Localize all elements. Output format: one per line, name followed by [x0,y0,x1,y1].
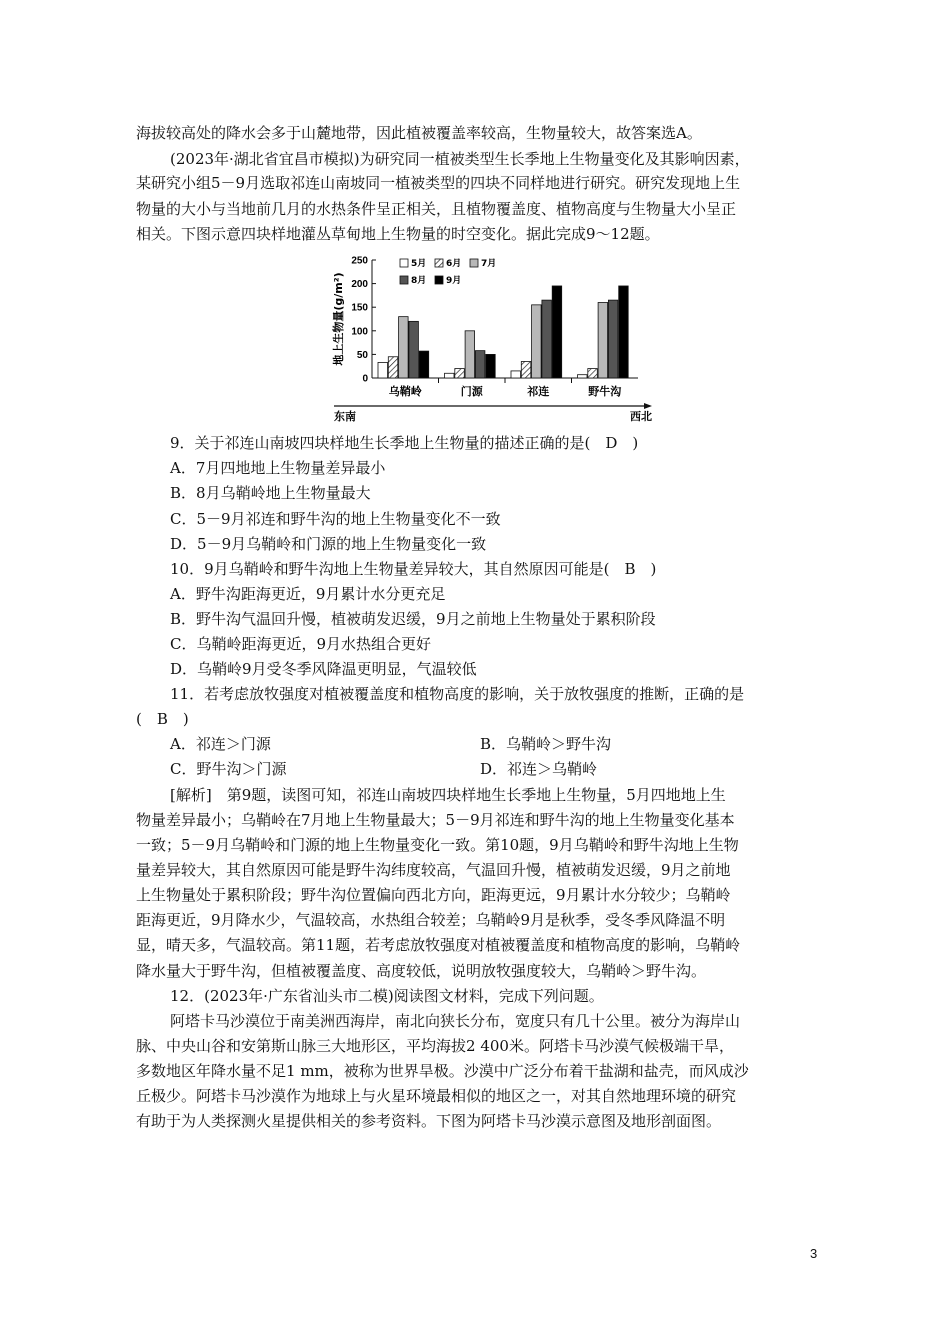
y-tick-label: 250 [351,255,368,267]
legend-label: 9月 [446,276,462,286]
bar [532,305,542,378]
option: D．乌鞘岭9月受冬季风降温更明显，气温较低 [170,660,477,678]
analysis-line: 降水量大于野牛沟，但植被覆盖度、高度较低，说明放牧强度较大，乌鞘岭＞野牛沟。 [136,962,707,980]
bar [521,361,531,378]
bar [588,369,598,378]
analysis-line: 距海更近，9月降水少，气温较高，水热组合较差；乌鞘岭9月是秋季，受冬季风降温不明 [136,911,726,929]
option: A．祁连＞门源 [170,735,271,753]
material-line: 多数地区年降水量不足1 mm，被称为世界旱极。沙漠中广泛分布着干盐湖和盐壳，而风成沙 [136,1062,749,1080]
direction-label-right: 西北 [630,410,652,423]
bar [578,375,588,378]
direction-arrow [644,403,652,409]
legend-swatch [400,276,408,284]
option: B．野牛沟气温回升慢，植被萌发迟缓，9月之前地上生物量处于累积阶段 [170,610,656,628]
bar [552,286,562,378]
y-tick-label: 100 [351,326,368,338]
material-line: 脉、中央山谷和安第斯山脉三大地形区，平均海拔2 400米。阿塔卡马沙漠气候极端干旱， [136,1037,734,1055]
question-answer: ( B ) [136,710,189,728]
y-axis-label: 地上生物量(g/m²) [332,272,345,366]
bar [399,317,409,378]
intro-line: (2023年·湖北省宜昌市模拟)为研究同一植被类型生长季地上生物量变化及其影响因素， [170,150,750,168]
y-tick-label: 200 [351,279,368,291]
option: C．5－9月祁连和野牛沟的地上生物量变化不一致 [170,510,501,528]
option: A．7月四地地上生物量差异最小 [170,459,386,477]
bar [619,286,629,378]
bar [378,362,388,378]
analysis-line: 一致；5－9月乌鞘岭和门源的地上生物量变化一致。第10题，9月乌鞘岭和野牛沟地上生物 [136,836,739,854]
legend-swatch [470,259,478,267]
category-label: 门源 [460,385,483,398]
question-stem: 12．(2023年·广东省汕头市二模)阅读图文材料，完成下列问题。 [170,987,604,1005]
paragraph-1: 海拔较高处的降水会多于山麓地带，因此植被覆盖率较高，生物量较大，故答案选A。 [136,124,702,142]
question-stem: 10．9月乌鞘岭和野牛沟地上生物量差异较大，其自然原因可能是( B ) [170,560,657,578]
option: D．5－9月乌鞘岭和门源的地上生物量变化一致 [170,535,487,553]
bar [465,331,475,378]
page-number: 3 [810,1246,818,1261]
legend-label: 6月 [446,259,462,269]
bar [419,351,429,378]
intro-line: 某研究小组5－9月选取祁连山南坡同一植被类型的四块不同样地进行研究。研究发现地上生 [136,174,741,192]
option: C．乌鞘岭距海更近，9月水热组合更好 [170,635,432,653]
bar [409,321,419,378]
bar [475,351,485,378]
y-tick-label: 50 [356,349,368,361]
chart-legend [400,258,496,286]
bar [388,357,398,378]
analysis-line: 物量差异最小；乌鞘岭在7月地上生物量最大；5－9月祁连和野牛沟的地上生物量变化基本 [136,811,735,829]
bar [486,354,496,378]
option: A．野牛沟距海更近，9月累计水分更充足 [170,585,446,603]
bar [455,369,465,378]
biomass-bar-chart [300,252,660,430]
bar [598,302,608,378]
option: D．祁连＞乌鞘岭 [480,760,598,778]
analysis-line: 显，晴天多，气温较高。第11题，若考虑放牧强度对植被覆盖度和植物高度的影响，乌鞘岭 [136,936,741,954]
legend-swatch [400,259,408,267]
analysis-line: 上生物量处于累积阶段；野牛沟位置偏向西北方向，距海更远，9月累计水分较少；乌鞘岭 [136,886,731,904]
question-stem: 11．若考虑放牧强度对植被覆盖度和植物高度的影响，关于放牧强度的推断，正确的是 [170,685,745,703]
legend-swatch [435,276,443,284]
legend-swatch [435,259,443,267]
legend-label: 5月 [411,259,427,269]
category-label: 野牛沟 [588,385,622,398]
bar [608,300,618,378]
direction-label-left: 东南 [334,410,356,423]
legend-label: 8月 [411,276,427,286]
material-line: 有助于为人类探测火星提供相关的参考资料。下图为阿塔卡马沙漠示意图及地形剖面图。 [136,1112,722,1130]
chart-bars [378,286,628,378]
material-line: 丘极少。阿塔卡马沙漠作为地球上与火星环境最相似的地区之一，对其自然地理环境的研究 [136,1087,737,1105]
analysis-line: 量差异较大，其自然原因可能是野牛沟纬度较高，气温回升慢，植被萌发迟缓，9月之前地 [136,861,731,879]
material-line: 阿塔卡马沙漠位于南美洲西海岸，南北向狭长分布，宽度只有几十公里。被分为海岸山 [170,1012,741,1030]
question-stem: 9．关于祁连山南坡四块样地生长季地上生物量的描述正确的是( D ) [170,434,639,452]
analysis-line: [解析] 第9题，读图可知，祁连山南坡四块样地生长季地上生物量，5月四地地上生 [170,786,726,804]
legend-label: 7月 [481,259,497,269]
bar [445,373,455,378]
y-tick-label: 150 [351,302,368,314]
option: B．8月乌鞘岭地上生物量最大 [170,484,371,502]
intro-line: 物量的大小与当地前几月的水热条件呈正相关，且植物覆盖度、植物高度与生物量大小呈正 [136,200,737,218]
option: B．乌鞘岭＞野牛沟 [480,735,612,753]
option: C．野牛沟＞门源 [170,760,287,778]
intro-line: 相关。下图示意四块样地灌丛草甸地上生物量的时空变化。据此完成9～12题。 [136,225,660,243]
category-label: 乌鞘岭 [388,385,422,398]
bar [511,371,521,378]
y-tick-label: 0 [362,373,368,385]
category-label: 祁连 [527,385,550,398]
bar [542,300,552,378]
